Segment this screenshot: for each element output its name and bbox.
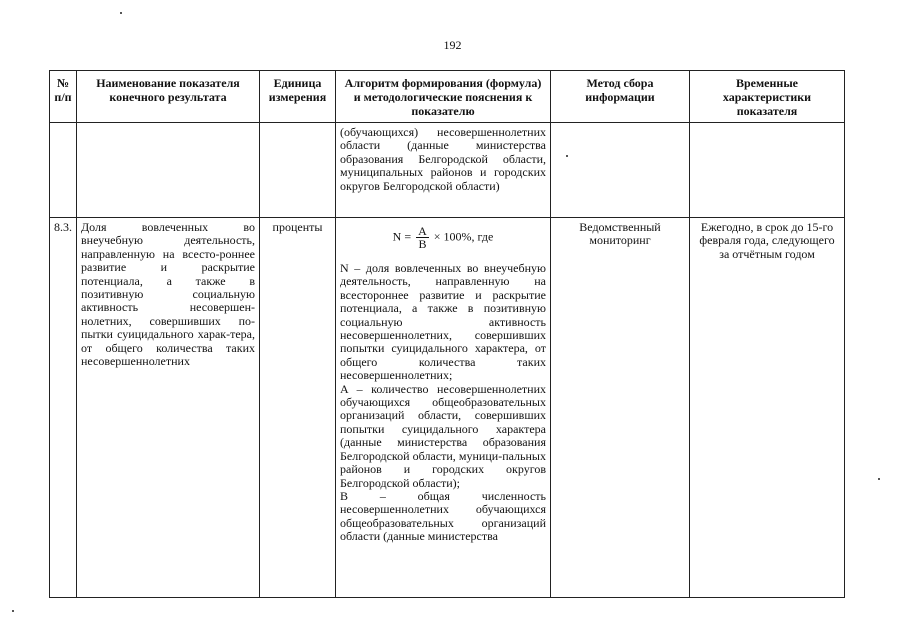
formula	[340, 225, 546, 250]
definition-a: A – количество несовершеннолетних обучающихся общеобразовательных организаций области, совершивших попытки суицидального характера (данные министерства образования Белгородской области, муници-пальных районов и городских округов Белгородской области);	[340, 381, 546, 490]
table-header-row	[50, 71, 845, 123]
header-num: № п/п	[50, 71, 77, 123]
cell-indicator-name: Доля вовлеченных во внеучебную деятельность, направленную на всесто-роннее развитие и раскрытие потенциала, а также в позитивную социальную активность несовершен-нолетних, совершивших по-пытки суицидального харак-тера, от общего количества таких несовершеннолетних	[77, 218, 260, 598]
header-unit: Единица измерения	[260, 71, 336, 123]
cell-empty	[260, 123, 336, 218]
header-algorithm: Алгоритм формирования (формула) и методологические пояснения к показателю	[336, 71, 551, 123]
cell-empty	[50, 123, 77, 218]
definition-n: N – доля вовлеченных во внеучебную деятельность, направленную на всестороннее развитие и раскрытие потенциала, а также в позитивную социальную активность несовершеннолетних, совершивших попытки суицидального характера, от общего количества таких несовершеннолетних;	[340, 261, 546, 383]
formula-fraction	[416, 225, 429, 250]
formula-rhs: × 100%, где	[433, 229, 494, 244]
table-row-8-3	[50, 218, 845, 598]
formula-lhs: N =	[392, 229, 412, 244]
cell-num: 8.3.	[50, 218, 77, 598]
scan-speck	[878, 478, 880, 480]
cell-method: Ведомственный мониторинг	[551, 218, 690, 598]
cell-empty	[77, 123, 260, 218]
cell-empty	[690, 123, 845, 218]
page-number: 192	[443, 38, 462, 52]
scan-speck	[566, 155, 568, 157]
indicator-table	[49, 70, 845, 598]
scan-speck	[12, 610, 14, 612]
formula-denominator: B	[418, 237, 427, 251]
cell-empty	[551, 123, 690, 218]
header-time: Временные характеристики показателя	[690, 71, 845, 123]
header-method: Метод сбора информации	[551, 71, 690, 123]
scan-speck	[120, 12, 122, 14]
header-name: Наименование показателя конечного результата	[77, 71, 260, 123]
cell-algorithm-continued: (обучающихся) несовершеннолетних области (данные министерства образования Белгородской области, муниципальных районов и городских округов Белгородской области)	[336, 123, 551, 218]
cell-time: Ежегодно, в срок до 15-го февраля года, следующего за отчётным годом	[690, 218, 845, 598]
cell-algorithm	[336, 218, 551, 598]
definition-b: B – общая численность несовершеннолетних обучающихся общеобразовательных организаций области (данные министерства	[340, 488, 546, 544]
formula-numerator: A	[418, 224, 427, 238]
table-row-continued	[50, 123, 845, 218]
cell-unit: проценты	[260, 218, 336, 598]
